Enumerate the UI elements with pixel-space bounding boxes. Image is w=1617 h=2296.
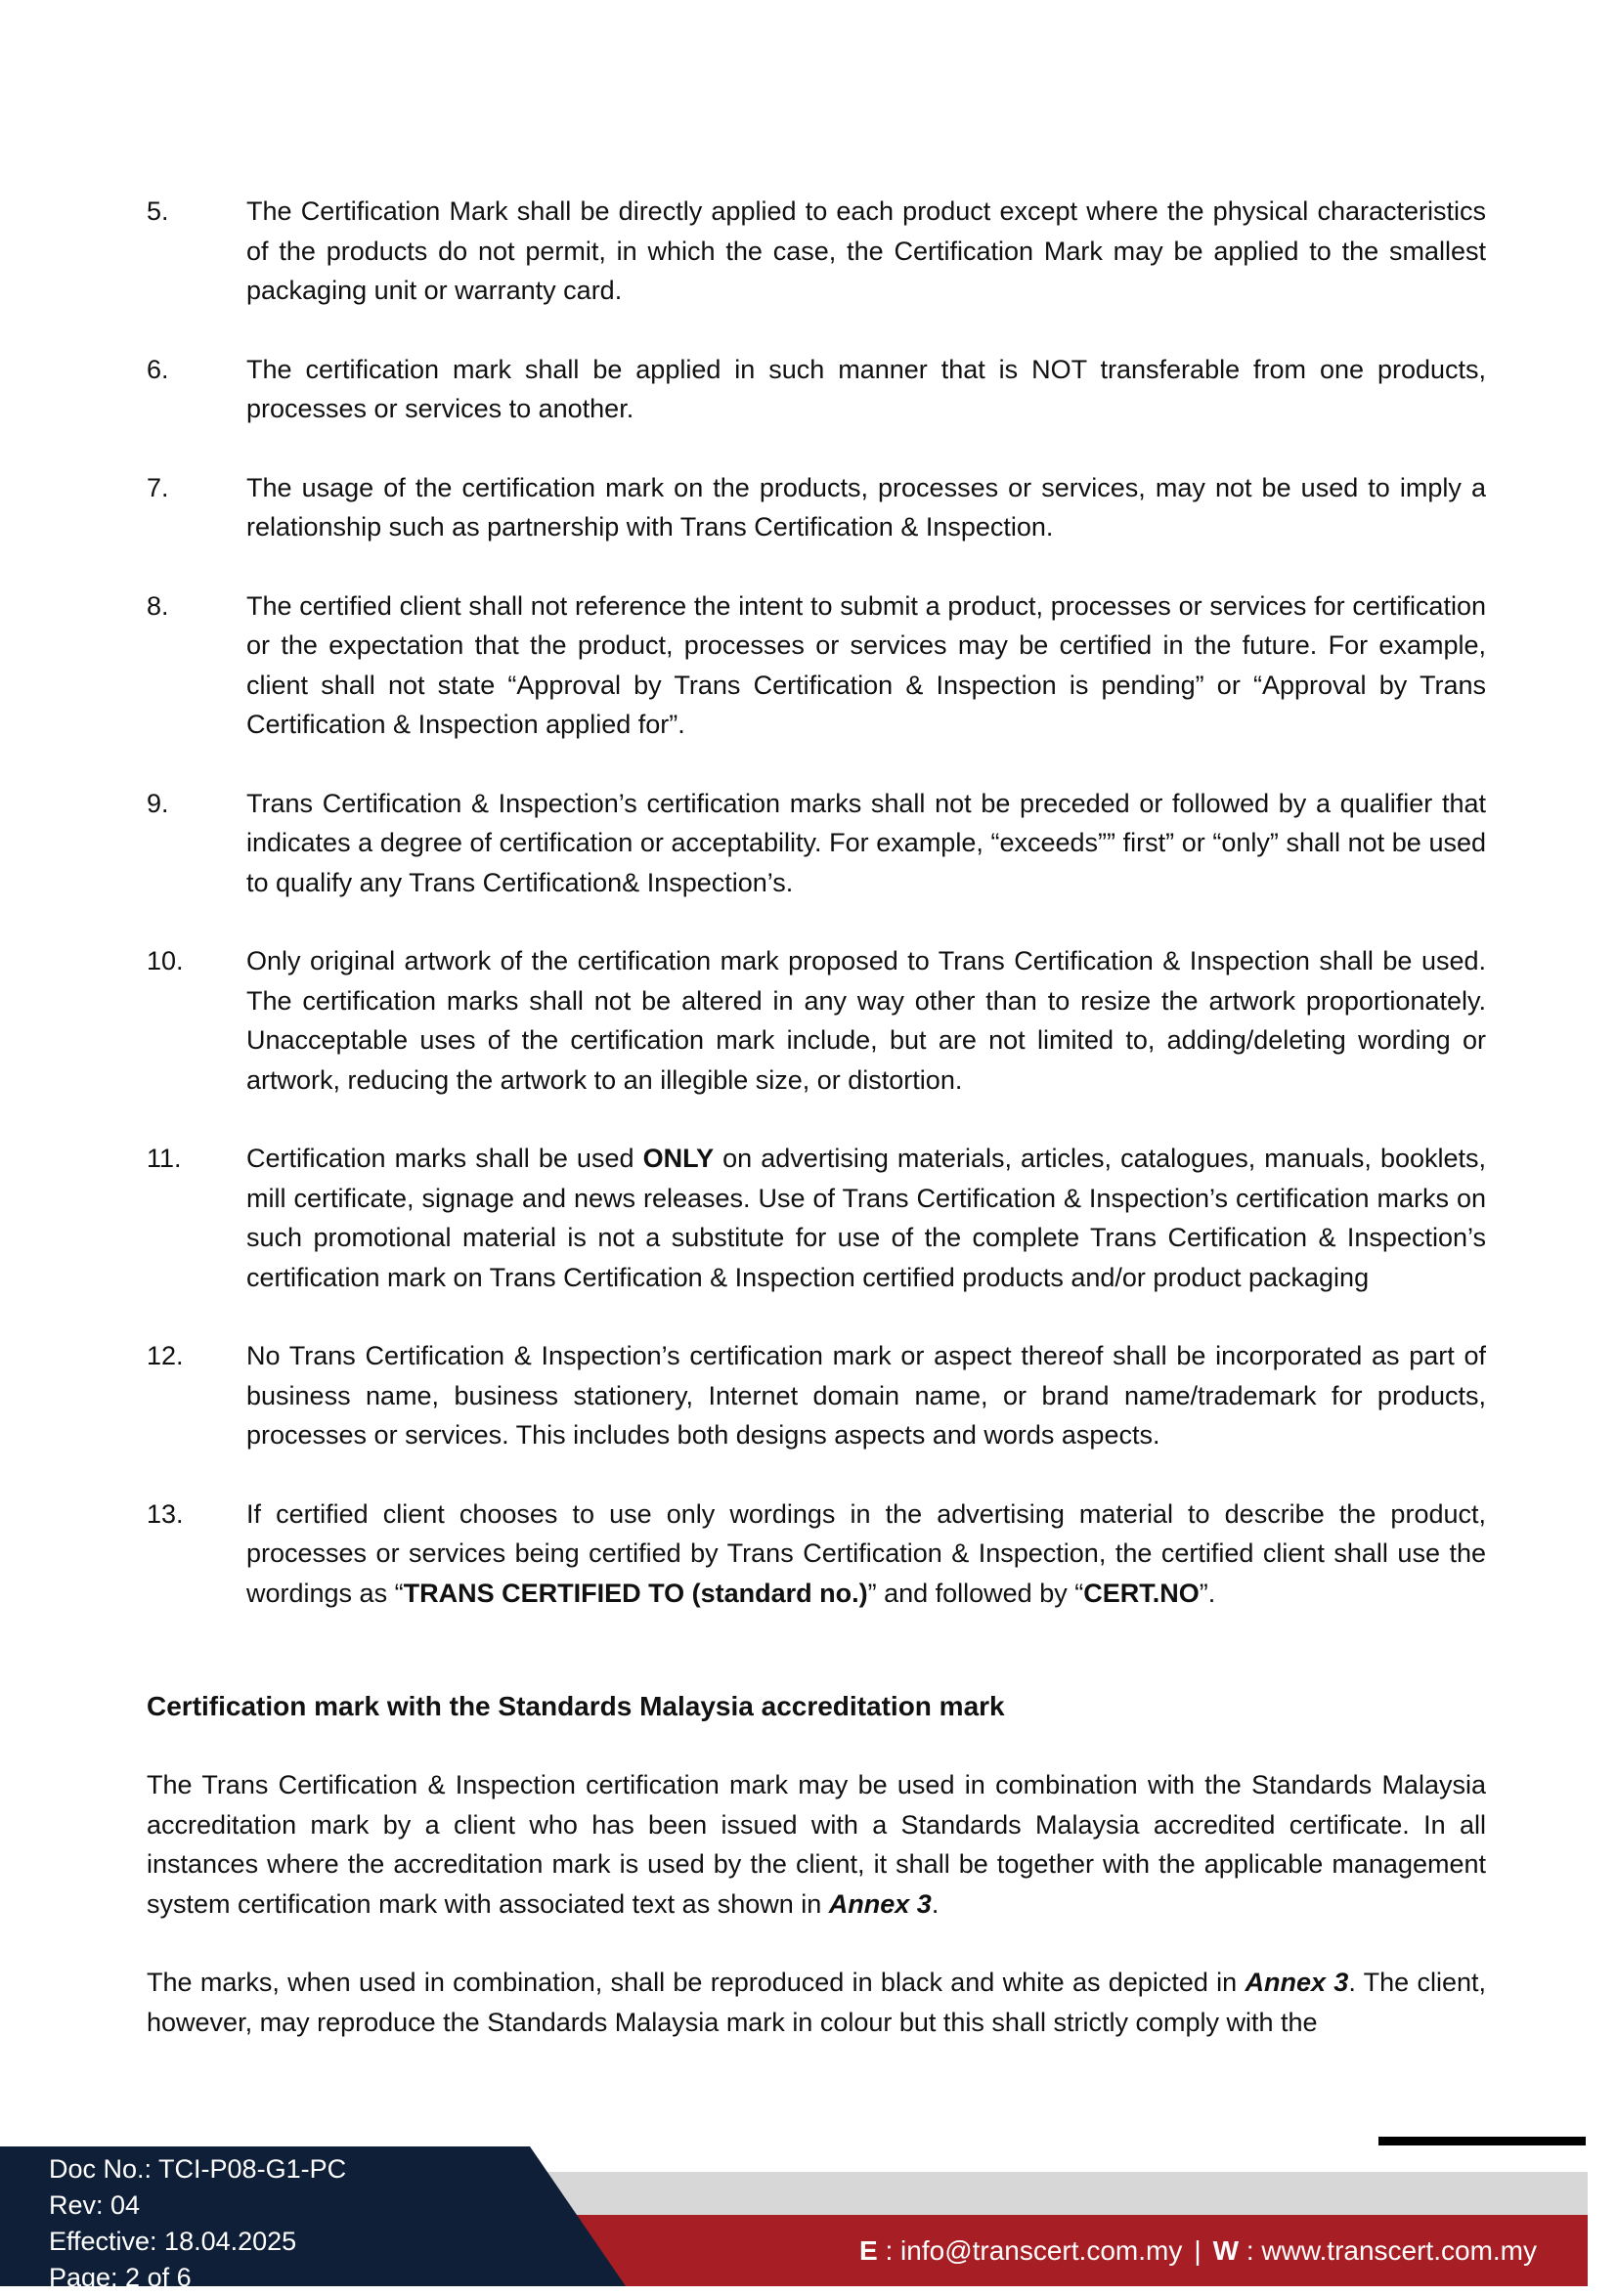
item-text-b: on advertising materials, articles, catalogues, manuals, booklets, mill certificate, signage and news releases. Use of Trans Certification & Inspection’s certification marks on such promotional material is not a substitute for use of the complete Trans Certification & Inspection’s certification mark on Trans Certification & Inspection certified products and/or product packaging bbox=[246, 1144, 1487, 1292]
email-key: E bbox=[859, 2235, 878, 2266]
item-text: The certified client shall not reference the intent to submit a product, processes or services for certification or the expectation that the product, processes or services may be certified in the future. For example, client shall not state “Approval by Trans Certification & Inspection is pending” or “Approval by Trans Certification & Inspection applied for”. bbox=[246, 590, 1486, 739]
email-sep: : bbox=[877, 2235, 901, 2266]
item-number: 8. bbox=[147, 590, 169, 621]
item-number: 9. bbox=[147, 788, 169, 818]
list-item bbox=[147, 350, 1486, 429]
web-sep: : bbox=[1239, 2235, 1262, 2266]
item-text-c: ”. bbox=[1199, 1578, 1216, 1608]
item-number: 12. bbox=[147, 1341, 184, 1370]
email-link[interactable]: info@transcert.com.my bbox=[900, 2235, 1183, 2266]
item-number: 5. bbox=[147, 196, 169, 226]
item-number: 6. bbox=[147, 354, 169, 384]
item-text-b: ” and followed by “ bbox=[867, 1578, 1084, 1608]
paragraph-text: . The client, however, may reproduce the Standards Malaysia mark in colour but this shall strictly comply with the bbox=[147, 1968, 1486, 2037]
section-heading: Certification mark with the Standards Malaysia accreditation mark bbox=[147, 1691, 1005, 1721]
list-item bbox=[147, 586, 1486, 745]
item-number: 7. bbox=[147, 472, 169, 502]
item-number: 13. bbox=[147, 1498, 184, 1529]
paragraph-text: . bbox=[931, 1888, 940, 1919]
item-emphasis: ONLY bbox=[642, 1144, 715, 1173]
paragraph-text: The Trans Certification & Inspection certification mark may be used in combination with the Standards Malaysia accreditation mark by a client who has been issued with a Standards Malaysia accredited certificate. In all instances where the accreditation mark is used by the client, it shall be together with the applicable management system certification mark with associated text as shown in bbox=[147, 1770, 1486, 1919]
contact-info bbox=[859, 2232, 1537, 2270]
list-item bbox=[147, 941, 1486, 1100]
page-number: Page: 2 of 6 bbox=[49, 2263, 192, 2292]
paragraph bbox=[147, 1963, 1486, 2042]
item-text: Trans Certification & Inspection’s certification marks shall not be preceded or followed by a qualifier that indicates a degree of certification or acceptability. For example, “exceeds”” first” or “only” shall not be used to qualify any Trans Certification& Inspection’s. bbox=[246, 788, 1486, 897]
list-item bbox=[147, 192, 1486, 311]
doc-number: Doc No.: TCI-P08-G1-PC bbox=[49, 2154, 347, 2184]
item-text: The Certification Mark shall be directly applied to each product except where the physical characteristics of the products do not permit, in which the case, the Certification Mark may be applied to the smallest packaging unit or warranty card. bbox=[246, 196, 1486, 305]
item-number: 10. bbox=[147, 946, 184, 975]
annex-reference: Annex 3 bbox=[828, 1888, 932, 1919]
item-text-a: Certification marks shall be used bbox=[246, 1144, 643, 1173]
item-emphasis: TRANS CERTIFIED TO (standard no.) bbox=[403, 1578, 868, 1608]
item-text: No Trans Certification & Inspection’s certification mark or aspect thereof shall be incorporated as part of business name, business stationery, Internet domain name, or brand name/trademark for products, processes or services. This includes both designs aspects and words aspects. bbox=[246, 1341, 1486, 1450]
list-item bbox=[147, 1336, 1486, 1455]
item-text: The usage of the certification mark on the products, processes or services, may not be used to imply a relationship such as partnership with Trans Certification & Inspection. bbox=[246, 472, 1486, 542]
revision: Rev: 04 bbox=[49, 2190, 141, 2220]
footer-rule bbox=[1378, 2137, 1586, 2145]
list-item bbox=[147, 468, 1486, 547]
rules-list bbox=[147, 192, 1486, 1613]
item-emphasis: CERT.NO bbox=[1083, 1578, 1200, 1608]
list-item bbox=[147, 784, 1486, 903]
item-number: 11. bbox=[147, 1144, 182, 1173]
paragraph-text: The marks, when used in combination, shall be reproduced in black and white as depicted in bbox=[147, 1968, 1246, 1997]
footer-grey-band bbox=[459, 2172, 1588, 2215]
list-item bbox=[147, 1139, 1486, 1297]
list-item bbox=[147, 1495, 1486, 1614]
web-link[interactable]: www.transcert.com.my bbox=[1261, 2235, 1537, 2266]
document-body bbox=[147, 192, 1486, 2081]
web-key: W bbox=[1212, 2235, 1240, 2266]
paragraph bbox=[147, 1765, 1486, 1924]
item-text-a: If certified client chooses to use only wordings in the advertising material to describe the product, processes or services being certified by Trans Certification & Inspection, the certified client shall use the wordings as “ bbox=[246, 1498, 1486, 1608]
item-text: Only original artwork of the certification mark proposed to Trans Certification & Inspection shall be used. The certification marks shall not be altered in any way other than to resize the artwork proportionately. Unacceptable uses of the certification mark include, but are not limited to, adding/deleting wording or artwork, reducing the artwork to an illegible size, or distortion. bbox=[246, 946, 1486, 1095]
annex-reference: Annex 3 bbox=[1245, 1968, 1349, 1997]
item-text: The certification mark shall be applied in such manner that is NOT transferable from one products, processes or services to another. bbox=[246, 354, 1486, 423]
document-info bbox=[49, 2151, 346, 2296]
contact-divider: | bbox=[1194, 2235, 1202, 2266]
effective-date: Effective: 18.04.2025 bbox=[49, 2227, 297, 2256]
